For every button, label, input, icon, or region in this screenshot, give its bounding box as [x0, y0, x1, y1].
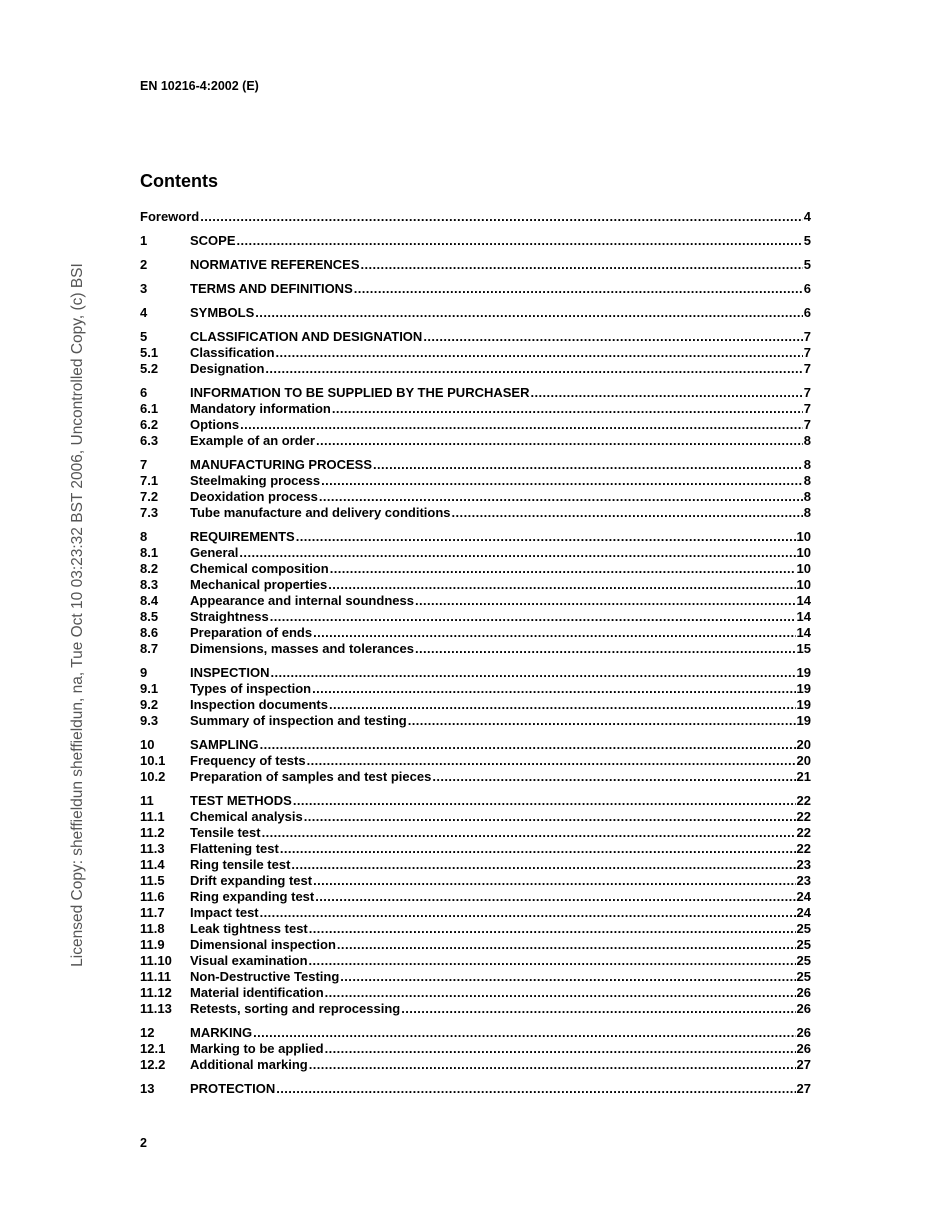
toc-entry-number: 11.2	[140, 825, 165, 840]
toc-entry[interactable]	[140, 401, 811, 417]
toc-entry-page: 8	[803, 457, 811, 472]
toc-entry-title: Marking to be applied	[190, 1041, 324, 1056]
dot-leader	[329, 697, 796, 713]
dot-leader	[200, 209, 803, 225]
dot-leader	[415, 593, 796, 609]
dot-leader	[332, 401, 803, 417]
toc-entry-title: REQUIREMENTS	[190, 529, 295, 544]
dot-leader	[319, 489, 803, 505]
toc-entry-title: Ring tensile test	[190, 857, 291, 872]
toc-entry-number: 3	[140, 281, 148, 296]
toc-entry-number: 10.2	[140, 769, 166, 784]
dot-leader	[255, 305, 802, 321]
toc-entry-title: Frequency of tests	[190, 753, 306, 768]
toc-entry[interactable]	[140, 825, 811, 841]
toc-entry[interactable]	[140, 1041, 811, 1057]
toc-entry-number: 11.7	[140, 905, 165, 920]
toc-entry[interactable]	[140, 1081, 811, 1097]
license-watermark: Licensed Copy: sheffieldun sheffieldun, na, Tue Oct 10 03:23:32 BST 2006, Uncontrolled Copy, (c) BSI	[69, 263, 86, 967]
toc-entry[interactable]	[140, 233, 811, 249]
toc-entry-title: NORMATIVE REFERENCES	[190, 257, 360, 272]
dot-leader	[309, 953, 796, 969]
toc-entry-number: 6.2	[140, 417, 159, 432]
toc-entry-title: INSPECTION	[190, 665, 270, 680]
dot-leader	[401, 1001, 795, 1017]
toc-entry-number: 8.4	[140, 593, 159, 608]
dot-leader	[239, 545, 795, 561]
toc-entry-title: Retests, sorting and reprocessing	[190, 1001, 401, 1016]
toc-entry[interactable]	[140, 809, 811, 825]
toc-entry-title: Classification	[190, 345, 275, 360]
toc-entry-title: Deoxidation process	[190, 489, 318, 504]
dot-leader	[260, 737, 796, 753]
toc-entry[interactable]	[140, 873, 811, 889]
toc-entry-title: Dimensional inspection	[190, 937, 336, 952]
toc-entry[interactable]	[140, 737, 811, 753]
toc-entry[interactable]	[140, 769, 811, 785]
toc-entry-number: 11.8	[140, 921, 165, 936]
toc-entry-title: MARKING	[190, 1025, 253, 1040]
document-id: EN 10216-4:2002 (E)	[140, 79, 259, 93]
dot-leader	[354, 281, 803, 297]
toc-entry-title: Non-Destructive Testing	[190, 969, 340, 984]
toc-entry-title: Straightness	[190, 609, 269, 624]
dot-leader	[530, 385, 802, 401]
toc-entry[interactable]	[140, 329, 811, 345]
toc-entry-title: Summary of inspection and testing	[190, 713, 407, 728]
toc-entry-page: 8	[803, 489, 811, 504]
dot-leader	[452, 505, 803, 521]
toc-entry-page: 26	[796, 1025, 811, 1040]
toc-entry[interactable]	[140, 417, 811, 433]
toc-entry-number: 5	[140, 329, 148, 344]
dot-leader	[315, 889, 795, 905]
toc-entry[interactable]	[140, 593, 811, 609]
toc-entry[interactable]	[140, 889, 811, 905]
toc-entry-title: Dimensions, masses and tolerances	[190, 641, 414, 656]
toc-entry-title: Preparation of ends	[190, 625, 313, 640]
toc-entry-page: 22	[796, 825, 811, 840]
toc-entry-number: 11.11	[140, 969, 172, 984]
toc-entry[interactable]	[140, 793, 811, 809]
toc-entry-title: Designation	[190, 361, 265, 376]
toc-entry-page: 14	[796, 625, 811, 640]
toc-entry-title: Ring expanding test	[190, 889, 315, 904]
toc-entry[interactable]	[140, 681, 811, 697]
toc-entry-number: 12.2	[140, 1057, 166, 1072]
toc-entry[interactable]	[140, 505, 811, 521]
toc-entry-number: 4	[140, 305, 148, 320]
toc-entry-title: SCOPE	[190, 233, 236, 248]
toc-entry-number: 1	[140, 233, 148, 248]
dot-leader	[309, 1057, 796, 1073]
toc-entry[interactable]	[140, 561, 811, 577]
toc-entry-number: 2	[140, 257, 148, 272]
dot-leader	[373, 457, 803, 473]
toc-entry-number: 12	[140, 1025, 155, 1040]
toc-entry-number: 11.12	[140, 985, 172, 1000]
toc-entry-number: 10.1	[140, 753, 166, 768]
toc-entry-page: 19	[796, 665, 811, 680]
dot-leader	[408, 713, 796, 729]
toc-entry[interactable]	[140, 921, 811, 937]
dot-leader	[337, 937, 796, 953]
dot-leader	[304, 809, 796, 825]
toc-entry-title: Tube manufacture and delivery conditions	[190, 505, 451, 520]
toc-entry[interactable]	[140, 577, 811, 593]
toc-entry-page: 23	[796, 873, 811, 888]
toc-entry[interactable]	[140, 937, 811, 953]
toc-entry-number: 11.13	[140, 1001, 172, 1016]
toc-entry-title: TERMS AND DEFINITIONS	[190, 281, 353, 296]
toc-entry-page: 7	[803, 361, 811, 376]
toc-entry-page: 7	[803, 345, 811, 360]
toc-entry-number: 8.2	[140, 561, 159, 576]
toc-entry-number: 8.6	[140, 625, 159, 640]
toc-entry-title: Visual examination	[190, 953, 308, 968]
dot-leader	[237, 233, 803, 249]
toc-entry-title: Example of an order	[190, 433, 315, 448]
toc-entry-title: CLASSIFICATION AND DESIGNATION	[190, 329, 423, 344]
toc-entry-number: 11.6	[140, 889, 165, 904]
toc-entry-title: Options	[190, 417, 240, 432]
dot-leader	[340, 969, 795, 985]
toc-entry-title: General	[190, 545, 239, 560]
toc-entry-title: MANUFACTURING PROCESS	[190, 457, 373, 472]
toc-entry-title: Steelmaking process	[190, 473, 321, 488]
toc-entry-number: 11.3	[140, 841, 165, 856]
dot-leader	[253, 1025, 795, 1041]
dot-leader	[270, 609, 796, 625]
toc-entry-page: 8	[803, 433, 811, 448]
dot-leader	[265, 361, 802, 377]
toc-entry-number: 7.2	[140, 489, 159, 504]
toc-entry[interactable]	[140, 473, 811, 489]
toc-entry-page: 19	[796, 681, 811, 696]
toc-entry-title: Preparation of samples and test pieces	[190, 769, 432, 784]
toc-entry-page: 10	[796, 529, 811, 544]
toc-entry[interactable]	[140, 713, 811, 729]
toc-entry-page: 14	[796, 609, 811, 624]
toc-entry-title: TEST METHODS	[190, 793, 292, 808]
toc-entry[interactable]	[140, 457, 811, 473]
dot-leader	[262, 825, 796, 841]
toc-entry-title: Flattening test	[190, 841, 279, 856]
toc-entry-page: 4	[803, 209, 811, 224]
toc-entry-page: 6	[803, 281, 811, 296]
toc-entry-page: 23	[796, 857, 811, 872]
toc-entry-number: 7.1	[140, 473, 159, 488]
toc-entry-number: 6	[140, 385, 148, 400]
toc-entry-page: 19	[796, 697, 811, 712]
toc-entry-number: 6.1	[140, 401, 159, 416]
toc-entry-title: Tensile test	[190, 825, 261, 840]
toc-entry-page: 19	[796, 713, 811, 728]
toc-entry-title: Appearance and internal soundness	[190, 593, 414, 608]
toc-entry-page: 14	[796, 593, 811, 608]
table-of-contents	[140, 209, 811, 1097]
toc-entry-page: 6	[803, 305, 811, 320]
dot-leader	[309, 921, 796, 937]
toc-entry[interactable]	[140, 841, 811, 857]
toc-entry-page: 22	[796, 809, 811, 824]
toc-entry[interactable]	[140, 753, 811, 769]
dot-leader	[276, 1081, 795, 1097]
toc-entry-page: 10	[796, 577, 811, 592]
toc-entry[interactable]	[140, 905, 811, 921]
toc-entry-page: 24	[796, 889, 811, 904]
toc-entry-title: Foreword	[140, 209, 200, 224]
toc-entry[interactable]	[140, 985, 811, 1001]
toc-entry-number: 13	[140, 1081, 155, 1096]
dot-leader	[307, 753, 796, 769]
toc-entry-number: 8.5	[140, 609, 159, 624]
page-title: Contents	[140, 171, 218, 191]
toc-entry[interactable]	[140, 489, 811, 505]
toc-entry-number: 12.1	[140, 1041, 166, 1056]
toc-entry[interactable]	[140, 209, 811, 225]
toc-entry[interactable]	[140, 257, 811, 273]
dot-leader	[296, 529, 796, 545]
toc-entry-number: 9.2	[140, 697, 159, 712]
toc-entry-number: 11.9	[140, 937, 165, 952]
toc-entry-number: 11.10	[140, 953, 172, 968]
toc-entry-number: 8.1	[140, 545, 159, 560]
page-number: 2	[140, 1136, 147, 1150]
toc-entry[interactable]	[140, 281, 811, 297]
toc-entry-page: 7	[803, 385, 811, 400]
toc-entry-number: 9.3	[140, 713, 159, 728]
toc-entry-number: 7	[140, 457, 148, 472]
dot-leader	[361, 257, 803, 273]
toc-entry-page: 21	[796, 769, 811, 784]
toc-entry-page: 20	[796, 753, 811, 768]
toc-entry-page: 8	[803, 505, 811, 520]
toc-entry-title: Mandatory information	[190, 401, 331, 416]
toc-entry-title: Additional marking	[190, 1057, 308, 1072]
toc-entry-number: 11	[140, 793, 154, 808]
toc-entry[interactable]	[140, 665, 811, 681]
toc-entry-number: 5.1	[140, 345, 159, 360]
toc-entry[interactable]	[140, 1057, 811, 1073]
toc-entry-page: 27	[796, 1081, 811, 1096]
toc-entry-page: 25	[796, 937, 811, 952]
toc-entry-title: SYMBOLS	[190, 305, 255, 320]
toc-entry-number: 6.3	[140, 433, 159, 448]
toc-entry[interactable]	[140, 1001, 811, 1017]
toc-entry[interactable]	[140, 969, 811, 985]
toc-entry-title: INFORMATION TO BE SUPPLIED BY THE PURCHASER	[190, 385, 530, 400]
toc-entry[interactable]	[140, 433, 811, 449]
toc-entry-page: 26	[796, 1001, 811, 1016]
dot-leader	[316, 433, 803, 449]
toc-entry-number: 8.3	[140, 577, 159, 592]
toc-entry[interactable]	[140, 361, 811, 377]
toc-entry-number: 11.1	[140, 809, 165, 824]
toc-entry-number: 8.7	[140, 641, 159, 656]
dot-leader	[270, 665, 795, 681]
toc-entry-page: 8	[803, 473, 811, 488]
toc-entry-title: Inspection documents	[190, 697, 328, 712]
dot-leader	[291, 857, 795, 873]
toc-entry-number: 8	[140, 529, 148, 544]
toc-entry-number: 5.2	[140, 361, 159, 376]
toc-entry-page: 7	[803, 329, 811, 344]
toc-entry-title: Mechanical properties	[190, 577, 328, 592]
dot-leader	[313, 873, 795, 889]
toc-entry-number: 9.1	[140, 681, 159, 696]
toc-entry-title: Leak tightness test	[190, 921, 308, 936]
dot-leader	[293, 793, 796, 809]
dot-leader	[325, 985, 796, 1001]
toc-entry-page: 15	[796, 641, 811, 656]
toc-entry-title: Material identification	[190, 985, 324, 1000]
toc-entry-number: 9	[140, 665, 148, 680]
toc-entry-page: 26	[796, 985, 811, 1000]
toc-entry[interactable]	[140, 697, 811, 713]
toc-entry-page: 27	[796, 1057, 811, 1072]
toc-entry-page: 10	[796, 545, 811, 560]
toc-entry-page: 22	[796, 793, 811, 808]
toc-entry-number: 10	[140, 737, 155, 752]
dot-leader	[423, 329, 802, 345]
toc-entry-number: 11.4	[140, 857, 165, 872]
toc-entry-title: Drift expanding test	[190, 873, 313, 888]
toc-entry-page: 25	[796, 921, 811, 936]
toc-entry[interactable]	[140, 529, 811, 545]
dot-leader	[260, 905, 796, 921]
toc-entry-page: 22	[796, 841, 811, 856]
dot-leader	[240, 417, 803, 433]
toc-entry-title: Chemical analysis	[190, 809, 303, 824]
dot-leader	[328, 577, 795, 593]
toc-entry[interactable]	[140, 545, 811, 561]
dot-leader	[312, 681, 795, 697]
toc-entry-page: 7	[803, 417, 811, 432]
toc-entry-title: SAMPLING	[190, 737, 259, 752]
dot-leader	[313, 625, 795, 641]
toc-entry[interactable]	[140, 641, 811, 657]
toc-entry-page: 24	[796, 905, 811, 920]
toc-entry[interactable]	[140, 953, 811, 969]
toc-entry-number: 7.3	[140, 505, 159, 520]
toc-entry-page: 7	[803, 401, 811, 416]
toc-entry[interactable]	[140, 345, 811, 361]
toc-entry-page: 5	[803, 257, 811, 272]
toc-entry-page: 5	[803, 233, 811, 248]
dot-leader	[330, 561, 796, 577]
toc-entry-page: 10	[796, 561, 811, 576]
toc-entry-page: 26	[796, 1041, 811, 1056]
toc-entry-page: 20	[796, 737, 811, 752]
toc-entry[interactable]	[140, 1025, 811, 1041]
toc-entry[interactable]	[140, 625, 811, 641]
dot-leader	[321, 473, 803, 489]
dot-leader	[415, 641, 796, 657]
toc-entry[interactable]	[140, 385, 811, 401]
dot-leader	[280, 841, 796, 857]
toc-entry-title: Chemical composition	[190, 561, 329, 576]
toc-entry-title: Impact test	[190, 905, 259, 920]
dot-leader	[432, 769, 795, 785]
toc-entry-number: 11.5	[140, 873, 165, 888]
toc-entry-page: 25	[796, 953, 811, 968]
toc-entry-title: PROTECTION	[190, 1081, 276, 1096]
toc-entry-page: 25	[796, 969, 811, 984]
toc-entry[interactable]	[140, 857, 811, 873]
dot-leader	[276, 345, 803, 361]
toc-entry[interactable]	[140, 609, 811, 625]
dot-leader	[325, 1041, 796, 1057]
toc-entry[interactable]	[140, 305, 811, 321]
toc-entry-title: Types of inspection	[190, 681, 312, 696]
